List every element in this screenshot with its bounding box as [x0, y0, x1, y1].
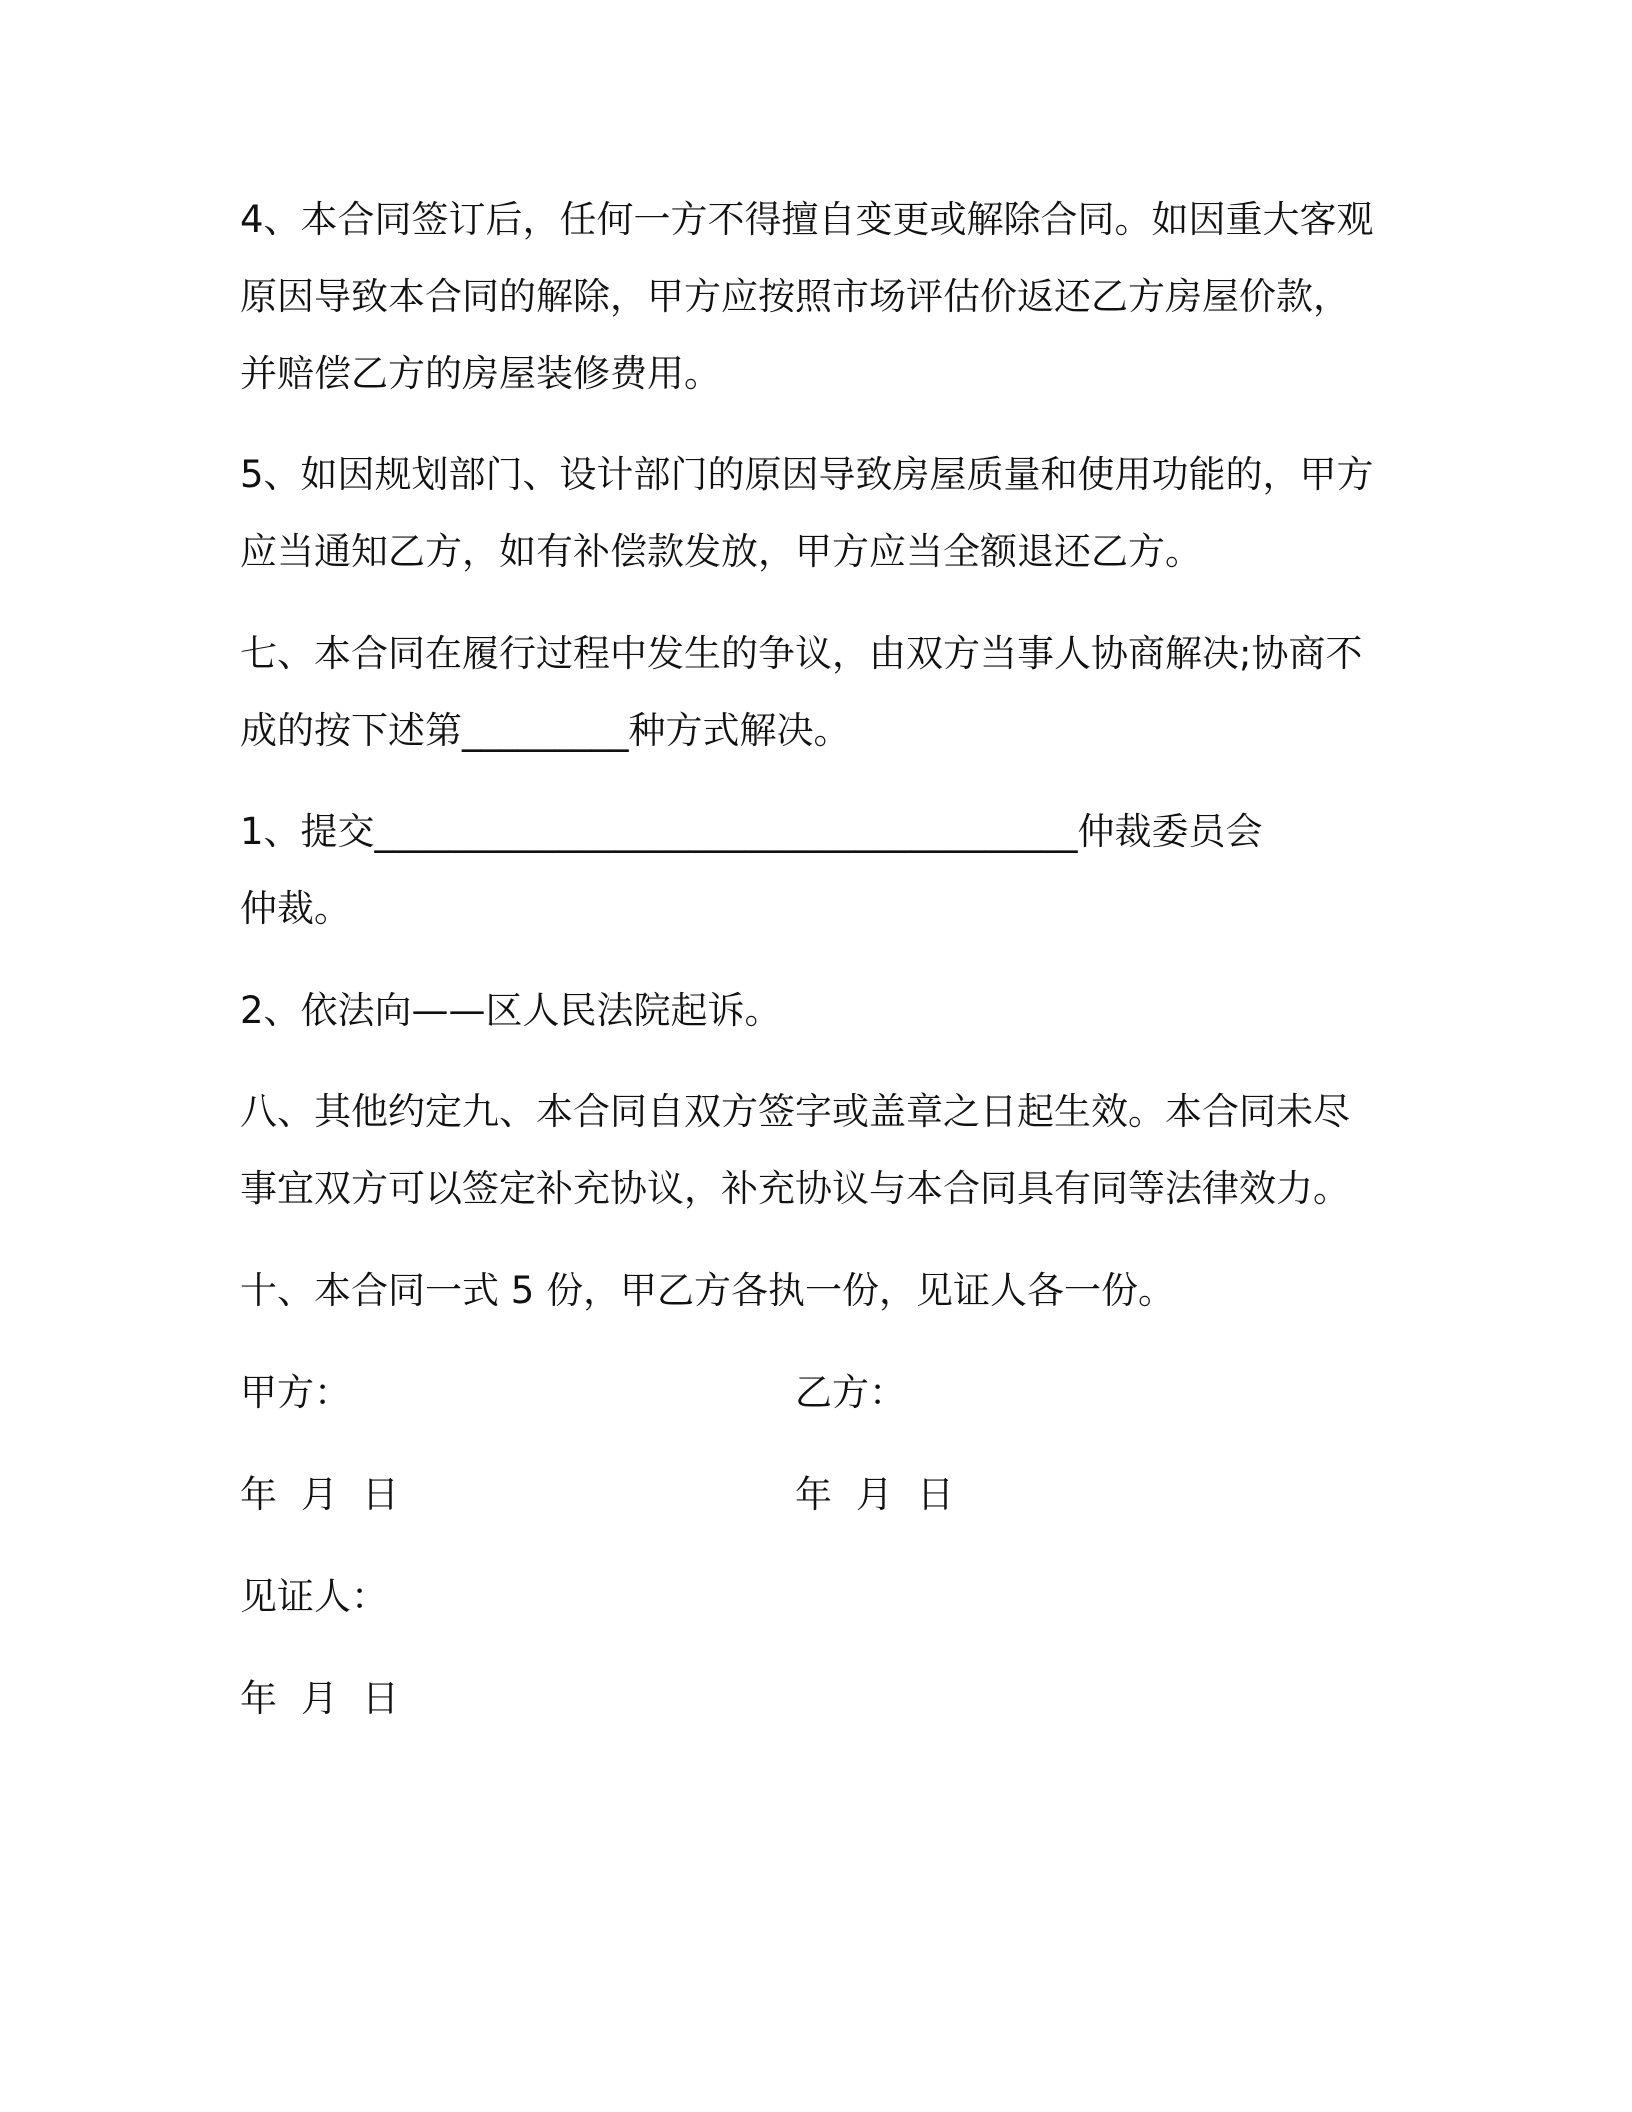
- month-label: 月: [856, 1473, 893, 1516]
- day-label: 日: [917, 1473, 954, 1516]
- witness-label: 见证人：: [240, 1575, 388, 1618]
- year-label: 年: [795, 1473, 832, 1516]
- clause-8-line-2: 事宜双方可以签定补充协议，补充协议与本合同具有同等法律效力。: [240, 1167, 1350, 1210]
- month-label: 月: [301, 1677, 338, 1720]
- clause-4-line-3: 并赔偿乙方的房屋装修费用。: [240, 352, 721, 395]
- party-b-date: [795, 1471, 954, 1519]
- year-label: 年: [240, 1677, 277, 1720]
- month-label: 月: [301, 1473, 338, 1516]
- clause-5-line-1: 5、如因规划部门、设计部门的原因导致房屋质量和使用功能的，甲方: [240, 453, 1374, 496]
- clause-7-option-1-line-2: 仲裁。: [240, 887, 351, 930]
- day-label: 日: [362, 1473, 399, 1516]
- clause-4-line-1: 4、本合同签订后，任何一方不得擅自变更或解除合同。如因重大客观: [240, 198, 1374, 241]
- party-b-label: 乙方：: [795, 1371, 906, 1414]
- witness-date: [240, 1675, 399, 1723]
- year-label: 年: [240, 1473, 277, 1516]
- clause-7-line-1: 七、本合同在履行过程中发生的争议，由双方当事人协商解决;协商不: [240, 632, 1363, 675]
- clause-8-line-1: 八、其他约定九、本合同自双方签字或盖章之日起生效。本合同未尽: [240, 1090, 1350, 1133]
- clause-7-line-2: 成的按下述第_________种方式解决。: [240, 709, 851, 752]
- day-label: 日: [362, 1677, 399, 1720]
- clause-7-option-2: 2、依法向——区人民法院起诉。: [240, 989, 782, 1032]
- clause-10: 十、本合同一式 5 份，甲乙方各执一份，见证人各一份。: [240, 1269, 1176, 1312]
- clause-7-option-1-line-1: 1、提交______________________________________仲裁委员会: [240, 810, 1263, 853]
- party-a-date: [240, 1471, 399, 1519]
- clause-5-line-2: 应当通知乙方，如有补偿款发放，甲方应当全额退还乙方。: [240, 530, 1202, 573]
- clause-4-line-2: 原因导致本合同的解除，甲方应按照市场评估价返还乙方房屋价款，: [240, 275, 1350, 318]
- party-a-label: 甲方：: [240, 1371, 351, 1414]
